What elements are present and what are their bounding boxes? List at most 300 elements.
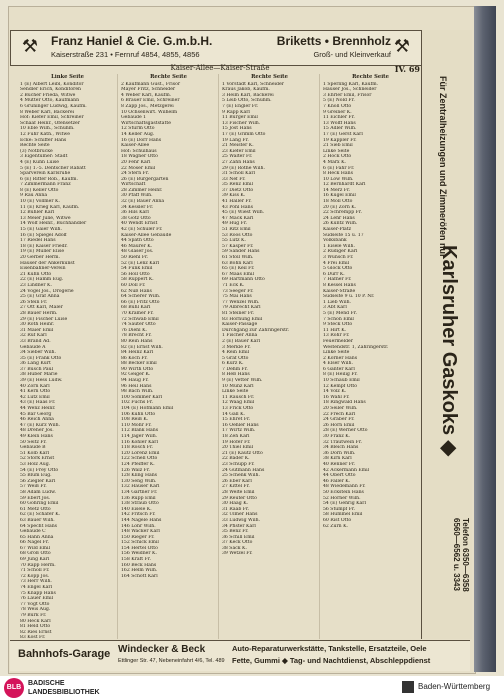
directory-entry: 11 (E) Krieg Karl, Kaufm.	[20, 204, 80, 210]
directory-entry: 1 Fischer Anna	[222, 333, 258, 339]
directory-entry: 75 Knapp Hans	[20, 590, 56, 596]
directory-entry: 59 Ebert Jos.	[20, 495, 51, 501]
directory-entry: 6 (E) Ritter Rob., Kaufm.	[20, 176, 78, 182]
directory-entry: 34 Kessler Fr.	[121, 204, 154, 210]
directory-entry: 19 Hofer Fr.	[222, 439, 251, 445]
directory-entry: 86 Koch Fr.	[121, 355, 148, 361]
directory-entry: 50 Riehl Fr.	[121, 255, 149, 260]
directory-entry: 51 Ritz Emil	[222, 227, 251, 233]
directory-entry: 15 (E) Gaier Wilh.	[20, 227, 62, 233]
library-name-line1: BADISCHE	[28, 680, 65, 687]
directory-entry: 10 Löw Wilh.	[323, 176, 354, 182]
directory-entry: 42 (E) Schuler Fr.	[121, 227, 163, 233]
directory-entry: 26 Stein Fr.	[20, 299, 48, 305]
directory-entry: 2 (E) Bauer Karl	[222, 338, 261, 344]
directory-entry: 11 Hirt K.	[323, 327, 347, 333]
directory-entry: 92 Geiger K.	[121, 372, 151, 378]
library-name-line2: LANDESBIBLIOTHEK	[28, 689, 100, 696]
directory-entry: 78 Weis Aug.	[20, 607, 51, 613]
directory-entry: 118 Rösch Fr.	[121, 445, 154, 451]
directory-entry: 3 Heim Karl, Bäckerei	[222, 92, 274, 98]
directory-entry: 152 Schick Emil	[121, 540, 159, 546]
directory-columns	[20, 74, 420, 639]
directory-entry: 5 (E) Nold Fr.	[323, 98, 355, 104]
bottom-ad-services2: Fette, Gummi ◆ Tag- und Nachtdienst, Abschleppdienst	[232, 656, 431, 665]
directory-entry: 116 Köhler Karl	[121, 439, 158, 445]
directory-entry: 14 Gall K.	[222, 411, 246, 417]
bottom-advertisement	[10, 640, 470, 671]
directory-entry: 58 Ruppert K.	[121, 277, 154, 283]
directory-entry: 16 Kugel Emil	[323, 193, 356, 199]
directory-entry: 62 Nuß Hans	[121, 288, 152, 294]
directory-entry: 150 Rieger Fr.	[121, 534, 155, 540]
directory-entry: 38 Huber Marie	[20, 372, 58, 378]
directory-column	[323, 74, 420, 639]
directory-entry: 30 Roth Heinr.	[20, 322, 55, 328]
directory-entry: 26 (E) Bürgergarten	[121, 176, 169, 182]
directory-entry: 24 Lehr Hans	[323, 215, 355, 221]
directory-entry: 162 Helm Wilh.	[121, 568, 158, 574]
directory-entry: 14 Keller Aug.	[121, 131, 155, 137]
directory-entry: Westendstr. 1, Zähringerstr.	[323, 344, 389, 350]
directory-entry: 130 Seng Wilh.	[121, 478, 157, 484]
crossed-hammers-icon: ⚒	[21, 36, 39, 57]
directory-entry: 40 Renner Fr.	[323, 461, 356, 467]
directory-entry: 45 (E) Wiest Wilh.	[222, 210, 265, 216]
directory-entry: 156 Weidner K.	[121, 551, 157, 557]
directory-entry: 19 (E) Müller Elise	[20, 249, 65, 255]
directory-entry: 25 (E) Graf Anna	[20, 294, 60, 300]
directory-entry: 24 Vogel Jos., Drogerie	[20, 288, 74, 294]
directory-entry: 35 Benz Fr.	[222, 529, 249, 535]
bw-label: Baden-Württemberg	[418, 682, 491, 691]
directory-entry: 66 Nagel Fr.	[20, 540, 49, 546]
directory-entry: Kaiser-Straße	[323, 288, 356, 294]
directory-entry: 2 Kaufmann Gust., Frisör	[121, 81, 181, 87]
directory-entry: 27 Kittel Fr.	[222, 484, 250, 490]
directory-entry: 21 Sieb Emil	[323, 143, 353, 149]
directory-entry: 17 Riedel Hans	[20, 238, 56, 244]
directory-entry: Volksbank	[323, 238, 347, 244]
directory-entry: Südseite 15 u. 17	[323, 232, 364, 238]
directory-entry: 60 Göhring Emil	[20, 501, 59, 507]
directory-entry: 1 Vorstadt Karl, Schneider	[222, 81, 284, 87]
directory-entry: Durchgang zur Zähringerstr.	[222, 327, 290, 333]
directory-entry: 26 Eber Karl	[222, 478, 252, 484]
directory-entry: 88 Becker Emil	[121, 361, 157, 367]
directory-entry: 48 Dreher Jos.	[20, 428, 54, 434]
directory-entry: 11 Rausch Fr.	[222, 394, 255, 400]
directory-entry: 49 Klein Hans	[20, 434, 53, 439]
directory-entry: 25 Schenk Wilh.	[222, 473, 260, 479]
directory-entry: 36 Lang Kurt	[20, 361, 51, 367]
directory-entry: 61 Metz Otto	[20, 506, 51, 512]
directory-entry: 18 Ringwald Hans	[323, 400, 366, 406]
directory-entry: 1 (E) Albert Leibl, Konditor	[20, 81, 84, 87]
side-ad-brand: Karlsruher Gaskoks ◆	[438, 245, 460, 457]
directory-entry: 6 Bräuer Emil, Schreiner	[121, 98, 180, 104]
directory-entry: 53 Holz Aug.	[20, 461, 51, 467]
directory-entry: 29 Reuter Otto	[222, 495, 257, 501]
directory-entry: 24 Gräber Fr.	[323, 417, 355, 423]
directory-entry: 136 Rupp Emil	[121, 495, 156, 501]
directory-entry: Linke Seite	[323, 350, 350, 356]
directory-entry: 56 Ziegler Karl	[20, 478, 56, 484]
directory-entry: 43 (E) Haas Fr.	[20, 400, 56, 406]
directory-entry: 158 Kraft Fr.	[121, 557, 151, 563]
directory-entry: 22 Moser Emil	[121, 165, 156, 171]
directory-entry: 26 Kuntz Wilh.	[323, 221, 358, 227]
directory-entry: 23 Schupp Fr.	[222, 461, 255, 467]
page-number: IV. 69	[394, 64, 420, 74]
directory-entry: Wirtschaftsgaststätte	[121, 120, 171, 126]
directory-entry: 78 Brecht Fr.	[121, 333, 152, 339]
directory-entry: Ecke: Schiffer Hans	[20, 137, 67, 143]
directory-entry: 58 Adam Ludw.	[20, 489, 56, 495]
directory-entry: 23 Lindner K.	[20, 282, 52, 288]
directory-entry: 1 Eisele Wilh.	[323, 243, 355, 249]
directory-entry: 46 Reich Anna	[20, 417, 54, 423]
directory-entry: 9 Greiner K.	[323, 109, 352, 115]
directory-entry: 53 Roos Otto	[222, 232, 253, 238]
side-ad-phone	[452, 518, 470, 592]
directory-entry: 12 Kempf Otto	[323, 383, 358, 389]
directory-entry: Gebäude B	[20, 445, 46, 451]
directory-entry: 10 Eble Wilh., Schuhm.	[20, 126, 75, 132]
directory-entry: 62 Zürn K.	[323, 523, 348, 529]
directory-entry: 7 (E) Engler Fr.	[222, 103, 259, 109]
top-advertisement	[10, 30, 422, 66]
directory-entry: 12 Bernhardt Karl	[323, 182, 366, 188]
book-edge	[474, 6, 496, 672]
directory-entry: 12 Fuhr Kath., Witwe	[20, 131, 71, 137]
directory-entry: 63 Bohn Karl	[222, 260, 253, 266]
directory-entry: 52 (E) Lenz Karl	[121, 260, 160, 266]
directory-entry: 69 Hartmann Otto	[222, 277, 265, 283]
directory-entry: 6 (E) Fahr Fr.	[323, 165, 355, 171]
directory-entry: 15 Jost Hans	[222, 126, 252, 132]
directory-entry: 22 Frech Karl	[323, 411, 356, 417]
directory-entry: 9 Rapp Karl	[222, 109, 250, 115]
directory-entry: 60 Doll Fr.	[121, 282, 146, 288]
bottom-ad-company: Windecker & Beck	[118, 644, 206, 655]
directory-entry: 40 Zorn Karl	[20, 383, 50, 389]
directory-entry: 14 Merz Fr.	[323, 187, 351, 193]
directory-entry: 46 Faller K.	[323, 478, 351, 484]
directory-entry: 44 Wenz Heinr.	[20, 406, 56, 412]
directory-entry: 142 Fritsch Fr.	[121, 512, 156, 518]
directory-entry: 64 Specht Hans	[20, 523, 58, 529]
directory-entry: 39 Wetzel Fr.	[222, 551, 253, 557]
directory-entry: 31 Raab Fr.	[222, 506, 250, 512]
directory-entry: 47 (E) Kurz Wilh.	[20, 422, 61, 428]
directory-entry: 31 Schöll Karl	[222, 171, 255, 177]
directory-entry: 8 Kessel Hans	[323, 282, 356, 288]
side-ad-phone-line1: Telefon 6350—6358	[461, 518, 470, 592]
directory-entry: Wirtschaft	[121, 182, 146, 188]
directory-column	[222, 74, 320, 639]
directory-entry: Schaaf Heinr., Ofensetzer	[20, 120, 80, 126]
directory-entry: Hauser Jos., Schneider	[323, 87, 377, 93]
directory-entry: 9 (E) Vetter Wilh.	[222, 378, 263, 384]
directory-entry: 32 (E) Bauer Anna	[121, 199, 165, 205]
directory-entry: 10 Munz Karl	[222, 383, 254, 389]
directory-entry: 5 Glock Otto	[323, 266, 353, 272]
directory-entry: 49 Hug Fr.	[222, 221, 248, 227]
bottom-ad-garage: Bahnhofs-Garage	[18, 648, 111, 660]
directory-entry: 21 Kuhn Otto	[20, 271, 52, 277]
directory-entry: 83 Kost Fr.	[20, 635, 46, 639]
directory-entry: 2 Körner Hans	[323, 355, 358, 361]
directory-entry: 29 (E) Fischer Luise	[20, 316, 68, 322]
directory-entry: 3 Abt Karl	[323, 305, 347, 311]
crossed-hammers-icon: ⚒	[393, 36, 411, 57]
directory-entry: 27 Ott Karl, Maler	[20, 305, 63, 311]
directory-entry: 12 Waag Emil	[222, 400, 255, 406]
directory-entry: Feuermelder	[323, 338, 353, 344]
directory-entry: 106 Kuhn Otto	[121, 411, 156, 417]
directory-entry: 81 Steiner Fr.	[222, 310, 255, 316]
directory-entry: 77 Vogt Otto	[20, 601, 50, 607]
directory-entry: 48 Wiedemann Fr.	[323, 484, 366, 490]
directory-entry: 138 Straub Otto	[121, 501, 159, 507]
directory-entry: 98 Bach Wilh.	[121, 389, 154, 395]
directory-entry: 54 (E) Frey Otto	[20, 467, 59, 473]
directory-entry: 140 Eisele K.	[121, 506, 152, 512]
directory-entry: 24 Stern Fr.	[121, 171, 149, 177]
directory-entry: 70 Rapp Herm.	[20, 562, 56, 568]
directory-entry: 65 Hahn Anna	[20, 534, 54, 540]
directory-entry: 72 Schwab Emil	[121, 316, 159, 322]
directory-entry: 71 Scholl Fr.	[20, 568, 50, 574]
directory-entry: 2 Hock Otto	[323, 154, 352, 160]
directory-entry: 80 Heck Karl	[20, 618, 51, 624]
directory-entry: 22 Bader K.	[222, 456, 250, 462]
top-ad-line1	[51, 34, 391, 48]
directory-entry: 28 Zimmer Heinr.	[121, 187, 163, 193]
directory-entry: 45 Bär Georg	[20, 411, 52, 417]
directory-entry: 17 (E) Gerst Karl	[323, 131, 363, 137]
directory-entry: 76 Lauer Emil	[20, 596, 54, 602]
directory-entry: 3 Eigentümer: Stadt	[20, 154, 68, 160]
directory-entry: 4 Mutter Otto, Kaufmann	[20, 98, 80, 104]
top-ad-line2	[51, 50, 391, 59]
directory-entry: 65 (E) Keil Fr.	[222, 266, 255, 272]
directory-entry: 3 Wunsch Fr.	[323, 255, 354, 260]
directory-entry: Rechte Seite	[20, 143, 50, 149]
directory-entry: 11 Burger Emil	[222, 115, 258, 121]
directory-entry: 57 Kasper Fr.	[222, 243, 254, 249]
directory-entry: 4 (E) Kuhn Luise	[20, 159, 60, 165]
directory-entry: 19 Lang Fr.	[222, 137, 249, 143]
directory-entry: 33 Nef Fr.	[222, 176, 246, 182]
top-ad-product: Briketts • Brennholz	[276, 34, 391, 48]
directory-entry: 148 Wacker Karl	[121, 529, 160, 535]
directory-entry: 8 Zapp Jos., Metzgerei	[121, 103, 174, 109]
directory-entry: 39 Kiss K.	[222, 193, 246, 199]
bottom-ad-services1: Auto-Reparaturwerkstätte, Tankstelle, Ersatzteile, Oele	[232, 644, 427, 653]
directory-entry: 28 Welte Emil	[222, 489, 255, 495]
directory-entry: 55 Blum Eug.	[20, 473, 52, 479]
directory-entry: 56 Stumpf Fr.	[323, 506, 356, 512]
directory-entry: 3 Merkle Fr.	[222, 344, 251, 350]
directory-entry: 144 Nägele Hans	[121, 517, 162, 523]
directory-entry: 16 (E) Spiegel Adolf	[20, 232, 67, 238]
directory-entry: 28 (E) Werner Otto	[323, 428, 368, 434]
directory-entry: 20 Seiler Wilh.	[323, 406, 358, 412]
directory-entry: 38 Sack K.	[222, 545, 247, 551]
directory-entry: 79 Burk Fr.	[20, 613, 47, 618]
directory-entry: 20 Gerber Herm.	[20, 255, 60, 260]
directory-entry: Hof: Schulhaus	[121, 148, 157, 154]
directory-entry: 82 Ries Ernst	[20, 629, 52, 635]
directory-entry: 25 Walter Fr.	[222, 154, 253, 160]
directory-entry: 90 Wirth Otto	[121, 366, 154, 372]
directory-entry: 9 Steck Otto	[323, 322, 353, 328]
directory-entry: 120 Lorenz Emil	[121, 450, 160, 456]
directory-entry: 41 Kern Otto	[20, 389, 51, 395]
directory-entry: 160 Beck Hans	[121, 562, 157, 568]
directory-entry: 10 Ochsenwirt. Wilhelm	[121, 109, 178, 115]
column-heading: Linke Seite	[51, 74, 84, 80]
directory-entry: 7 Zimmermann Franz	[20, 182, 71, 188]
directory-entry: 37 Busch Paul	[20, 366, 54, 372]
directory-entry: 47 Mack Karl	[222, 215, 254, 221]
library-footer	[0, 676, 504, 700]
directory-entry: 57 Weiß Fr.	[20, 484, 47, 490]
directory-entry: 34 Pfister Karl	[222, 523, 256, 529]
directory-entry: 41 Haller Fr.	[222, 199, 252, 205]
directory-entry: 24 Gutmann Hans	[222, 467, 265, 473]
directory-entry: 38 Götz Otto	[121, 215, 151, 221]
directory-entry: 79 Albrecht Karl	[222, 305, 261, 311]
directory-entry: 12 Sturm Otto	[121, 126, 155, 132]
directory-entry: 126 Walz Fr.	[121, 467, 150, 473]
directory-entry: 7 Knöll Otto	[323, 103, 352, 109]
directory-entry: 4 Marx K.	[323, 159, 346, 165]
directory-entry: Südseite 9 u. 10 P. Nr.	[323, 294, 375, 300]
directory-entry: 6 Dürr K.	[323, 271, 345, 277]
directory-entry: 52 Stork Ernst	[20, 456, 55, 462]
directory-entry: 5 (E) Mend Fr.	[323, 310, 357, 316]
directory-entry: 14 Wolf Heinr., Buchhändler	[20, 221, 87, 227]
directory-entry: 34 Bleich Hans	[323, 445, 359, 451]
directory-entry: 122 Schell Otto	[121, 456, 158, 462]
directory-entry: 44 Späth Otto	[121, 238, 154, 244]
directory-entry: 17 (E) Grimm Otto	[222, 131, 266, 137]
directory-entry: 5 Leib Otto, Schuhm.	[222, 98, 272, 104]
directory-entry: 43 Pohl Hans	[222, 204, 253, 210]
directory-entry: 6 Kurz K.	[222, 361, 244, 367]
directory-entry: 67 Maas Emil	[222, 271, 254, 277]
directory-entry: 10 Schaub Emil	[323, 378, 360, 384]
directory-entry: 35 Renz Emil	[222, 182, 253, 188]
top-ad-address: Kaiserstraße 231 • Fernruf 4854, 4855, 4856	[51, 50, 200, 59]
directory-entry: 7 Häfner Fr.	[323, 277, 352, 283]
directory-entry: 51 Kolb Karl	[20, 450, 50, 456]
directory-entry: 39 (E) Hess Ludw.	[20, 378, 63, 384]
directory-entry: 59 Sander Hans	[222, 249, 260, 255]
directory-entry: 29 (E) Rothe Wilh.	[222, 165, 265, 171]
directory-entry: 7 Schön Emil	[323, 316, 354, 322]
directory-entry: 38 Kirn Karl	[323, 456, 352, 462]
directory-entry: 23 Kiefer Emil	[222, 148, 256, 154]
directory-entry: 18 Zeh Karl	[222, 434, 250, 439]
directory-entry: 36 Hils Karl	[121, 210, 149, 216]
directory-entry: 80 Rein Hans	[121, 338, 153, 344]
directory-entry: 22 (E) Hamm Eug.	[20, 277, 64, 283]
directory-entry: 55 Lutz K.	[222, 238, 246, 244]
directory-entry: 81 Held Otto	[20, 624, 51, 630]
directory-entry: 13 Meier Julie, Witwe	[20, 215, 71, 221]
directory-entry: 36 Dorn Wilh.	[323, 450, 356, 456]
directory-entry: Häuser der Ankerkunst	[20, 260, 75, 266]
directory-entry: 134 Gärtner Fr.	[121, 489, 158, 495]
directory-entry: 32 Trautwein Fr.	[323, 439, 362, 445]
directory-entry: 18 Wagner Otto	[121, 154, 158, 160]
directory-entry: 8 (E) Keller Otto	[20, 187, 59, 193]
directory-entry: 68 Groß Otto	[20, 551, 51, 557]
directory-entry: 13 Wolff Hans	[323, 120, 356, 126]
directory-entry: 21 (E) Kautz Otto	[222, 450, 263, 456]
directory-entry: 33 Brand Ad.	[20, 338, 51, 344]
directory-entry: 100 Sommer Karl	[121, 394, 163, 400]
directory-entry: 15 Adler Wilh.	[323, 126, 357, 132]
directory-entry: 22 Schrempp Fr.	[323, 210, 362, 216]
directory-entry: Linke Seite	[323, 148, 350, 154]
directory-entry: 40 Wendt Ernst	[121, 221, 158, 227]
directory-entry: 73 Herr Wilh.	[20, 579, 52, 585]
directory-entry: 42 Ackermann Emil	[323, 467, 370, 473]
directory-entry: (3) Notbrücke	[20, 148, 53, 154]
directory-entry: Gebäude 1	[121, 115, 147, 121]
top-ad-company: Franz Haniel & Cie. G.m.b.H.	[51, 34, 213, 48]
directory-entry: 16 (E) Dörr Hans	[121, 137, 162, 143]
directory-entry: 13 Rohr Fr.	[323, 333, 350, 339]
side-ad-line1: Für Zentralheizungen und Zimmeröfen nur	[438, 76, 448, 258]
directory-entry: 8 Heck Hans	[323, 171, 353, 177]
directory-entry: 63 Bauer Wilh.	[20, 517, 55, 523]
directory-entry: 69 Jung Karl	[20, 557, 50, 563]
directory-entry: 82 (E) Ernst Wilh.	[121, 344, 163, 350]
directory-entry: Linke Seite	[222, 389, 249, 395]
directory-entry: 20 Thiel Emil	[222, 445, 254, 451]
directory-entry: 75 Mai Hans	[222, 294, 252, 300]
directory-entry: 34 Sieber Wilh.	[20, 350, 56, 356]
directory-entry: 4 Elser Wilh.	[323, 361, 353, 367]
directory-entry: Mayer Fritz, Schneider	[121, 87, 176, 93]
directory-entry: 6 Grüninger Ludwig, Kaufm.	[20, 103, 87, 109]
directory-entry: 73 Seeger Fr.	[222, 288, 254, 294]
bottom-ad-address: Ettlinger Str. 47, Nebeneinfahrt 4/6, Tel. 489	[118, 658, 225, 664]
directory-entry: 68 Bühl Karl	[121, 305, 151, 311]
directory-entry: 83 Hornung Emil	[222, 316, 263, 322]
column-heading: Rechte Seite	[150, 74, 187, 80]
directory-entry: Gebäude A	[20, 344, 46, 350]
directory-entry: 112 Blank Hans	[121, 428, 159, 434]
directory-entry: 18 (E) Kaiser Friedr.	[20, 243, 68, 249]
directory-entry: 4 Rein Emil	[222, 350, 250, 356]
directory-entry: 15 Ehret Fr.	[222, 417, 251, 423]
directory-entry: 32 Ruf Karl	[20, 333, 47, 339]
directory-entry: 10 (E) Vollmer K.	[20, 199, 60, 205]
directory-entry: 27 Zahn Hans	[222, 159, 255, 165]
column-heading: Rechte Seite	[352, 74, 389, 80]
directory-entry: 66 (E) Fritz Otto	[121, 299, 160, 305]
directory-entry: 21 Meister K.	[222, 143, 254, 149]
page-header-title: Kaiser-Allee—Kaiser-Straße	[170, 64, 270, 72]
directory-entry: 60 Rist Otto	[323, 517, 352, 523]
